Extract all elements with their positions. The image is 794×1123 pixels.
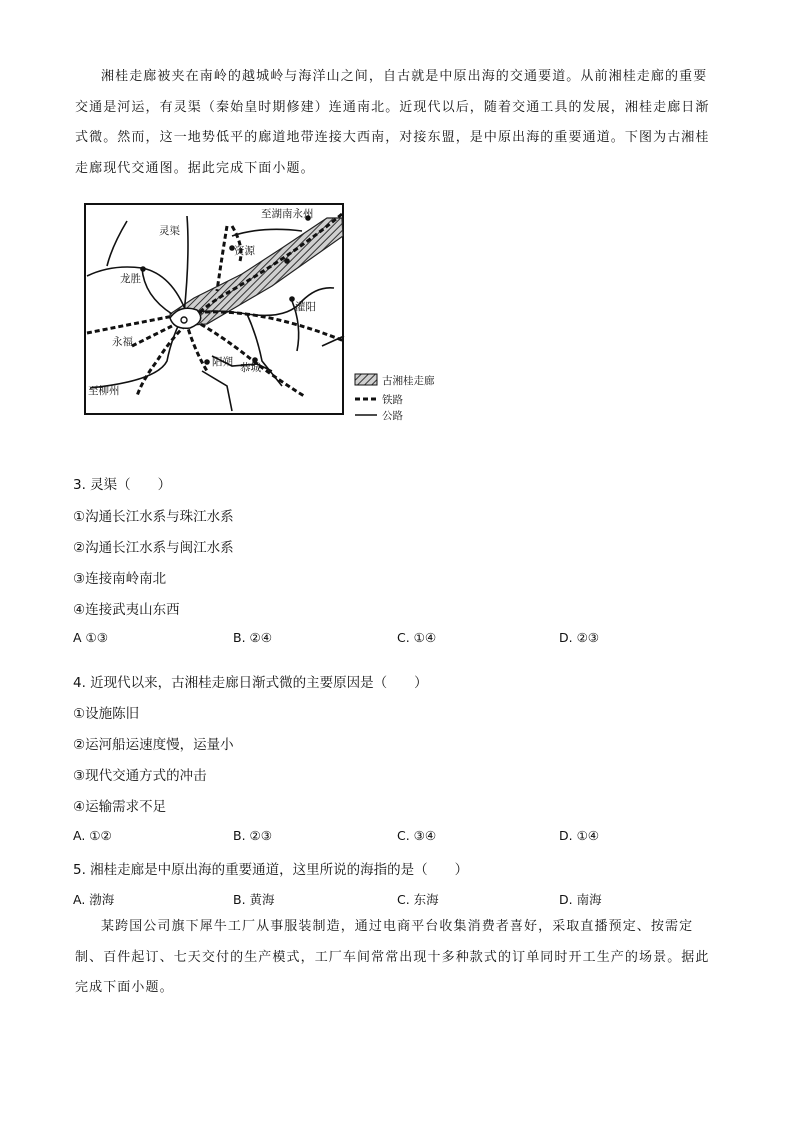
q4-option-a[interactable]: A. ①②: [73, 828, 112, 843]
legend-corridor-swatch: [355, 374, 377, 385]
label-ziyuan: 资源: [234, 245, 255, 257]
q3-stem: 3. 灵渠（ ）: [73, 477, 172, 493]
q5-stem: 5. 湘桂走廊是中原出海的重要通道，这里所说的海指的是（ ）: [73, 862, 469, 878]
q3-item-1: ①沟通长江水系与珠江水系: [73, 509, 234, 525]
label-longsheng: 龙胜: [120, 273, 141, 285]
q3-option-b[interactable]: B. ②④: [233, 630, 272, 645]
q5-option-c[interactable]: C. 东海: [397, 892, 439, 907]
label-yongfu: 永福: [112, 336, 133, 348]
q3-item-4: ④连接武夷山东西: [73, 602, 180, 618]
intro2-paragraph: 某跨国公司旗下犀牛工厂从事服装制造，通过电商平台收集消费者喜好，采取直播预定、按需定制、百件起订、七天交付的生产模式，工厂车间常常出现十多种款式的订单同时开工生产的场景。据此完成下面小题。: [75, 919, 710, 995]
q3-item-3: ③连接南岭南北: [73, 571, 167, 587]
q4-item-1: ①设施陈旧: [73, 706, 140, 722]
label-hunan-yongzhou: 至湖南永州: [261, 208, 314, 220]
q4-option-d[interactable]: D. ①④: [559, 828, 599, 843]
q4-item-4: ④运输需求不足: [73, 799, 167, 815]
q4-stem: 4. 近现代以来，古湘桂走廊日渐式微的主要原因是（ ）: [73, 675, 428, 691]
label-lingqu: 灵渠: [159, 225, 180, 237]
q4-option-b[interactable]: B. ②③: [233, 828, 272, 843]
label-gongcheng: 恭城: [240, 362, 261, 374]
q3-option-a[interactable]: A ①③: [73, 630, 108, 645]
q4-item-2: ②运河船运速度慢，运量小: [73, 737, 234, 753]
q5-option-b[interactable]: B. 黄海: [233, 892, 275, 907]
q5-option-d[interactable]: D. 南海: [559, 892, 602, 907]
q3-option-d[interactable]: D. ②③: [559, 630, 599, 645]
legend-corridor-label: 古湘桂走廊: [382, 375, 435, 387]
label-guanyang: 灌阳: [295, 301, 316, 313]
guilin-city-point: [181, 317, 187, 323]
q4-item-3: ③现代交通方式的冲击: [73, 768, 207, 784]
label-yangshuo: 阳朔: [212, 356, 233, 368]
transport-map: [72, 196, 452, 428]
q4-option-c[interactable]: C. ③④: [397, 828, 437, 843]
map-legend: [355, 374, 435, 422]
q3-item-2: ②沟通长江水系与闽江水系: [73, 540, 234, 556]
legend-road-label: 公路: [382, 410, 403, 422]
label-liuzhou: 至柳州: [88, 385, 120, 397]
legend-railway-label: 铁路: [382, 394, 403, 406]
intro-paragraph: 湘桂走廊被夹在南岭的越城岭与海洋山之间，自古就是中原出海的交通要道。从前湘桂走廊的重要交通是河运，有灵渠（秦始皇时期修建）连通南北。近现代以后，随着交通工具的发展，湘桂走廊日渐式微。然而，这一地势低平的廊道地带连接大西南，对接东盟，是中原出海的重要通道。下图为古湘桂走廊现代交通图。据此完成下面小题。: [75, 69, 710, 176]
q3-option-c[interactable]: C. ①④: [397, 630, 437, 645]
q5-option-a[interactable]: A. 渤海: [73, 892, 115, 907]
